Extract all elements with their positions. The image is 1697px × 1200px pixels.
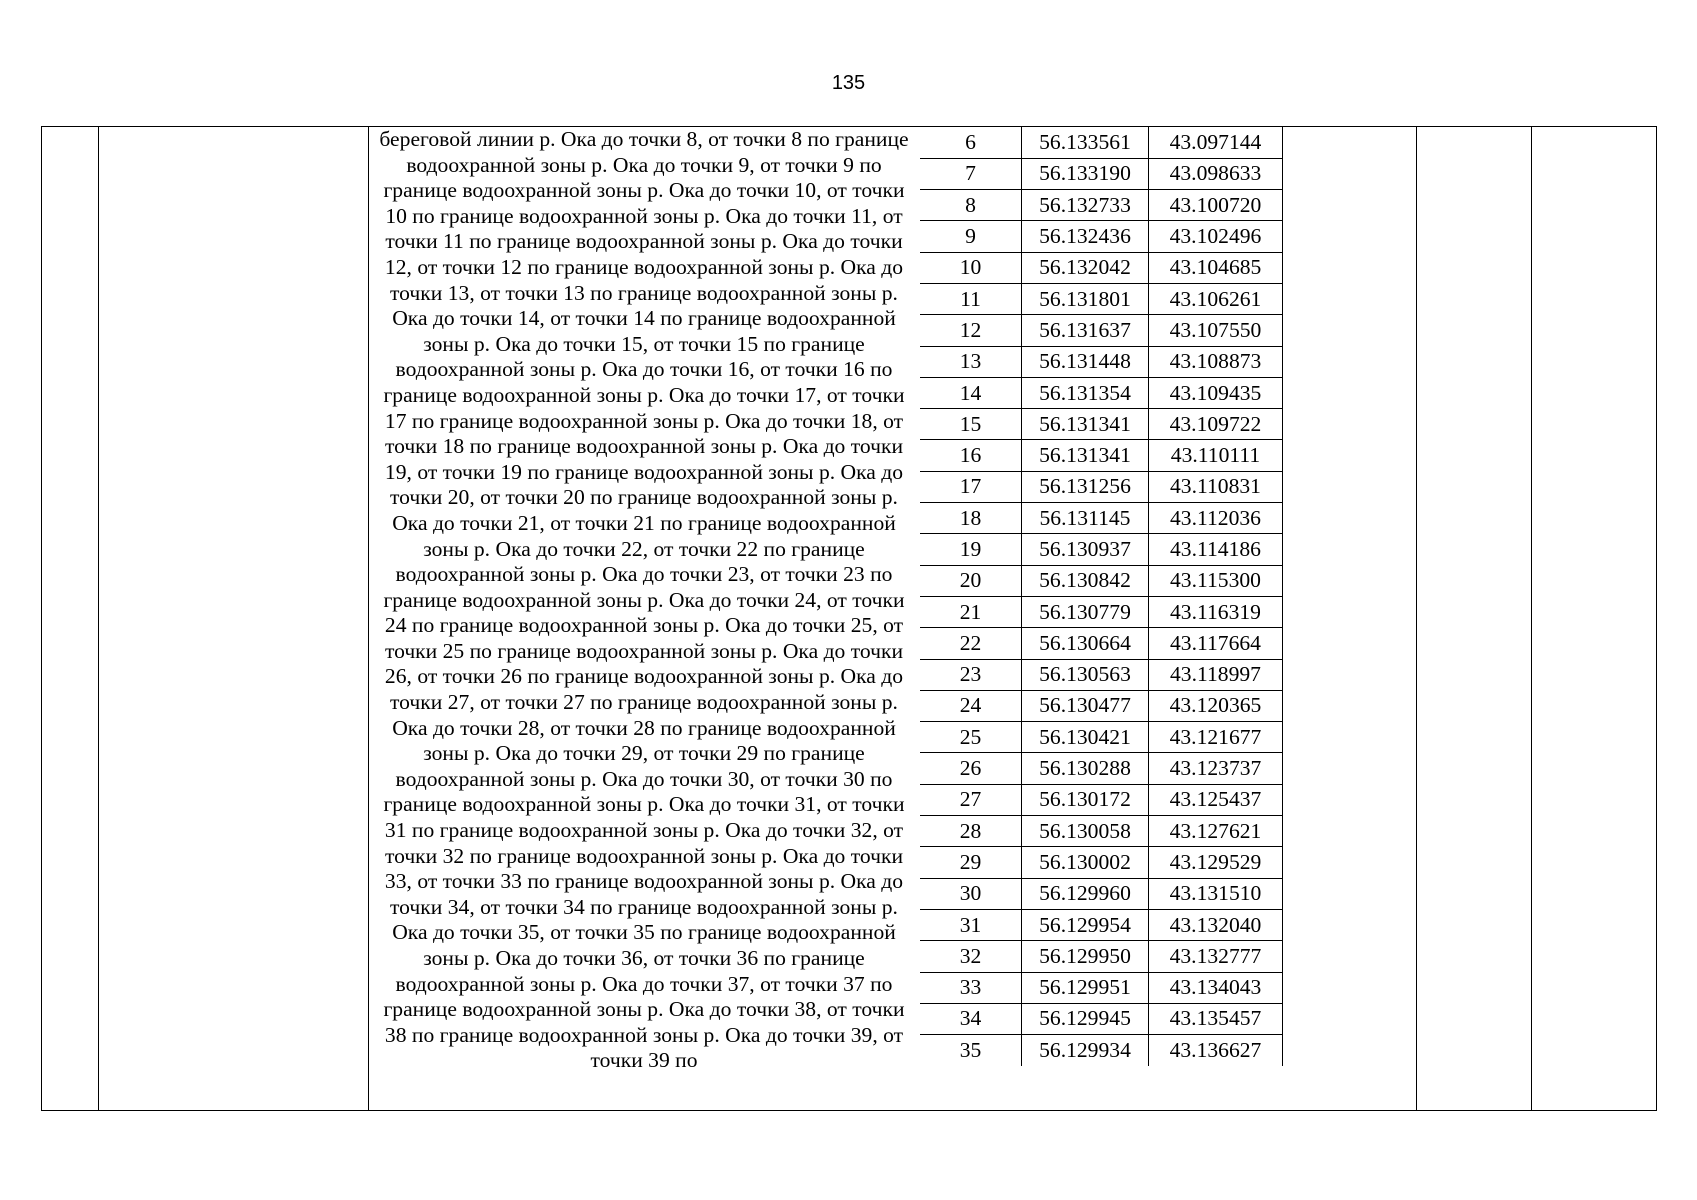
table-row bbox=[920, 1035, 1283, 1066]
point-number-cell: 11 bbox=[920, 283, 1022, 314]
longitude-cell: 43.097144 bbox=[1148, 127, 1282, 158]
longitude-cell: 43.102496 bbox=[1148, 221, 1282, 252]
table-row bbox=[920, 690, 1283, 721]
table-row bbox=[920, 252, 1283, 283]
point-number-cell: 33 bbox=[920, 972, 1022, 1003]
point-number-cell: 10 bbox=[920, 252, 1022, 283]
point-number-cell: 34 bbox=[920, 1003, 1022, 1034]
column-divider bbox=[98, 127, 99, 1110]
longitude-cell: 43.110111 bbox=[1148, 440, 1282, 471]
longitude-cell: 43.123737 bbox=[1148, 753, 1282, 784]
latitude-cell: 56.131448 bbox=[1022, 346, 1149, 377]
longitude-cell: 43.132040 bbox=[1148, 909, 1282, 940]
longitude-cell: 43.120365 bbox=[1148, 690, 1282, 721]
point-number-cell: 14 bbox=[920, 377, 1022, 408]
longitude-cell: 43.100720 bbox=[1148, 190, 1282, 221]
latitude-cell: 56.131354 bbox=[1022, 377, 1149, 408]
latitude-cell: 56.130664 bbox=[1022, 628, 1149, 659]
table-row bbox=[920, 503, 1283, 534]
column-divider bbox=[368, 127, 369, 1110]
point-number-cell: 19 bbox=[920, 534, 1022, 565]
longitude-cell: 43.136627 bbox=[1148, 1035, 1282, 1066]
table-row bbox=[920, 753, 1283, 784]
latitude-cell: 56.130172 bbox=[1022, 784, 1149, 815]
latitude-cell: 56.132042 bbox=[1022, 252, 1149, 283]
point-number-cell: 28 bbox=[920, 816, 1022, 847]
longitude-cell: 43.106261 bbox=[1148, 283, 1282, 314]
latitude-cell: 56.130058 bbox=[1022, 816, 1149, 847]
table-row bbox=[920, 440, 1283, 471]
point-number-cell: 24 bbox=[920, 690, 1022, 721]
table-row bbox=[920, 847, 1283, 878]
latitude-cell: 56.133561 bbox=[1022, 127, 1149, 158]
latitude-cell: 56.129950 bbox=[1022, 941, 1149, 972]
point-number-cell: 15 bbox=[920, 409, 1022, 440]
longitude-cell: 43.135457 bbox=[1148, 1003, 1282, 1034]
table-row bbox=[920, 941, 1283, 972]
latitude-cell: 56.130779 bbox=[1022, 596, 1149, 627]
latitude-cell: 56.131341 bbox=[1022, 440, 1149, 471]
latitude-cell: 56.130477 bbox=[1022, 690, 1149, 721]
point-number-cell: 25 bbox=[920, 722, 1022, 753]
latitude-cell: 56.131145 bbox=[1022, 503, 1149, 534]
table-row bbox=[920, 127, 1283, 158]
point-number-cell: 6 bbox=[920, 127, 1022, 158]
latitude-cell: 56.132733 bbox=[1022, 190, 1149, 221]
table-row bbox=[920, 784, 1283, 815]
table-row bbox=[920, 909, 1283, 940]
table-row bbox=[920, 1003, 1283, 1034]
longitude-cell: 43.131510 bbox=[1148, 878, 1282, 909]
latitude-cell: 56.129934 bbox=[1022, 1035, 1149, 1066]
point-number-cell: 16 bbox=[920, 440, 1022, 471]
table-row bbox=[920, 221, 1283, 252]
table-row bbox=[920, 878, 1283, 909]
boundary-description: береговой линии р. Ока до точки 8, от точки 8 по границе водоохранной зоны р. Ока до точки 9, от точки 9 по границе водоохранной зоны р. Ока до точки 10, от точки 10 по границе водоохранной зоны р. Ока до точки 11, от точки 11 по границе водоохранной зоны р. Ока до точки 12, от точки 12 по границе водоохранной зоны р. Ока до точки 13, от точки 13 по границе водоохранной зоны р. Ока до точки 14, от точки 14 по границе водоохранной зоны р. Ока до точки 15, от точки 15 по границе водоохранной зоны р. Ока до точки 16, от точки 16 по границе водоохранной зоны р. Ока до точки 17, от точки 17 по границе водоохранной зоны р. Ока до точки 18, от точки 18 по границе водоохранной зоны р. Ока до точки 19, от точки 19 по границе водоохранной зоны р. Ока до точки 20, от точки 20 по границе водоохранной зоны р. Ока до точки 21, от точки 21 по границе водоохранной зоны р. Ока до точки 22, от точки 22 по границе водоохранной зоны р. Ока до точки 23, от точки 23 по границе водоохранной зоны р. Ока до точки 24, от точки 24 по границе водоохранной зоны р. Ока до точки 25, от точки 25 по границе водоохранной зоны р. Ока до точки 26, от точки 26 по границе водоохранной зоны р. Ока до точки 27, от точки 27 по границе водоохранной зоны р. Ока до точки 28, от точки 28 по границе водоохранной зоны р. Ока до точки 29, от точки 29 по границе водоохранной зоны р. Ока до точки 30, от точки 30 по границе водоохранной зоны р. Ока до точки 31, от точки 31 по границе водоохранной зоны р. Ока до точки 32, от точки 32 по границе водоохранной зоны р. Ока до точки 33, от точки 33 по границе водоохранной зоны р. Ока до точки 34, от точки 34 по границе водоохранной зоны р. Ока до точки 35, от точки 35 по границе водоохранной зоны р. Ока до точки 36, от точки 36 по границе водоохранной зоны р. Ока до точки 37, от точки 37 по границе водоохранной зоны р. Ока до точки 38, от точки 38 по границе водоохранной зоны р. Ока до точки 39, от точки 39 по bbox=[379, 127, 909, 1073]
point-number-cell: 27 bbox=[920, 784, 1022, 815]
table-row bbox=[920, 972, 1283, 1003]
point-number-cell: 9 bbox=[920, 221, 1022, 252]
table-row bbox=[920, 722, 1283, 753]
point-number-cell: 13 bbox=[920, 346, 1022, 377]
longitude-cell: 43.117664 bbox=[1148, 628, 1282, 659]
longitude-cell: 43.125437 bbox=[1148, 784, 1282, 815]
table-row bbox=[920, 409, 1283, 440]
longitude-cell: 43.108873 bbox=[1148, 346, 1282, 377]
longitude-cell: 43.115300 bbox=[1148, 565, 1282, 596]
point-number-cell: 21 bbox=[920, 596, 1022, 627]
longitude-cell: 43.109722 bbox=[1148, 409, 1282, 440]
point-number-cell: 32 bbox=[920, 941, 1022, 972]
latitude-cell: 56.130937 bbox=[1022, 534, 1149, 565]
latitude-cell: 56.132436 bbox=[1022, 221, 1149, 252]
table-row bbox=[920, 659, 1283, 690]
latitude-cell: 56.130842 bbox=[1022, 565, 1149, 596]
latitude-cell: 56.131801 bbox=[1022, 283, 1149, 314]
table-row bbox=[920, 377, 1283, 408]
longitude-cell: 43.107550 bbox=[1148, 315, 1282, 346]
table-row bbox=[920, 534, 1283, 565]
longitude-cell: 43.129529 bbox=[1148, 847, 1282, 878]
latitude-cell: 56.131341 bbox=[1022, 409, 1149, 440]
point-number-cell: 26 bbox=[920, 753, 1022, 784]
latitude-cell: 56.130288 bbox=[1022, 753, 1149, 784]
table-row bbox=[920, 628, 1283, 659]
longitude-cell: 43.127621 bbox=[1148, 816, 1282, 847]
point-number-cell: 12 bbox=[920, 315, 1022, 346]
latitude-cell: 56.131256 bbox=[1022, 471, 1149, 502]
point-number-cell: 8 bbox=[920, 190, 1022, 221]
point-number-cell: 20 bbox=[920, 565, 1022, 596]
coordinates-table bbox=[920, 127, 1283, 1066]
latitude-cell: 56.131637 bbox=[1022, 315, 1149, 346]
longitude-cell: 43.098633 bbox=[1148, 158, 1282, 189]
point-number-cell: 35 bbox=[920, 1035, 1022, 1066]
column-divider bbox=[1416, 127, 1417, 1110]
latitude-cell: 56.130563 bbox=[1022, 659, 1149, 690]
latitude-cell: 56.129960 bbox=[1022, 878, 1149, 909]
table-row bbox=[920, 565, 1283, 596]
point-number-cell: 23 bbox=[920, 659, 1022, 690]
longitude-cell: 43.104685 bbox=[1148, 252, 1282, 283]
longitude-cell: 43.121677 bbox=[1148, 722, 1282, 753]
page-number: 135 bbox=[831, 72, 866, 94]
point-number-cell: 29 bbox=[920, 847, 1022, 878]
point-number-cell: 22 bbox=[920, 628, 1022, 659]
document-table bbox=[41, 126, 1657, 1111]
table-row bbox=[920, 190, 1283, 221]
column-divider bbox=[1531, 127, 1532, 1110]
latitude-cell: 56.129945 bbox=[1022, 1003, 1149, 1034]
point-number-cell: 7 bbox=[920, 158, 1022, 189]
latitude-cell: 56.133190 bbox=[1022, 158, 1149, 189]
point-number-cell: 31 bbox=[920, 909, 1022, 940]
point-number-cell: 17 bbox=[920, 471, 1022, 502]
longitude-cell: 43.109435 bbox=[1148, 377, 1282, 408]
longitude-cell: 43.118997 bbox=[1148, 659, 1282, 690]
latitude-cell: 56.130002 bbox=[1022, 847, 1149, 878]
longitude-cell: 43.112036 bbox=[1148, 503, 1282, 534]
table-row bbox=[920, 346, 1283, 377]
table-row bbox=[920, 596, 1283, 627]
longitude-cell: 43.134043 bbox=[1148, 972, 1282, 1003]
longitude-cell: 43.116319 bbox=[1148, 596, 1282, 627]
latitude-cell: 56.129951 bbox=[1022, 972, 1149, 1003]
table-row bbox=[920, 283, 1283, 314]
point-number-cell: 18 bbox=[920, 503, 1022, 534]
latitude-cell: 56.129954 bbox=[1022, 909, 1149, 940]
longitude-cell: 43.110831 bbox=[1148, 471, 1282, 502]
table-row bbox=[920, 816, 1283, 847]
latitude-cell: 56.130421 bbox=[1022, 722, 1149, 753]
longitude-cell: 43.132777 bbox=[1148, 941, 1282, 972]
table-row bbox=[920, 315, 1283, 346]
point-number-cell: 30 bbox=[920, 878, 1022, 909]
table-row bbox=[920, 471, 1283, 502]
coordinates-body bbox=[920, 127, 1283, 1066]
longitude-cell: 43.114186 bbox=[1148, 534, 1282, 565]
table-row bbox=[920, 158, 1283, 189]
